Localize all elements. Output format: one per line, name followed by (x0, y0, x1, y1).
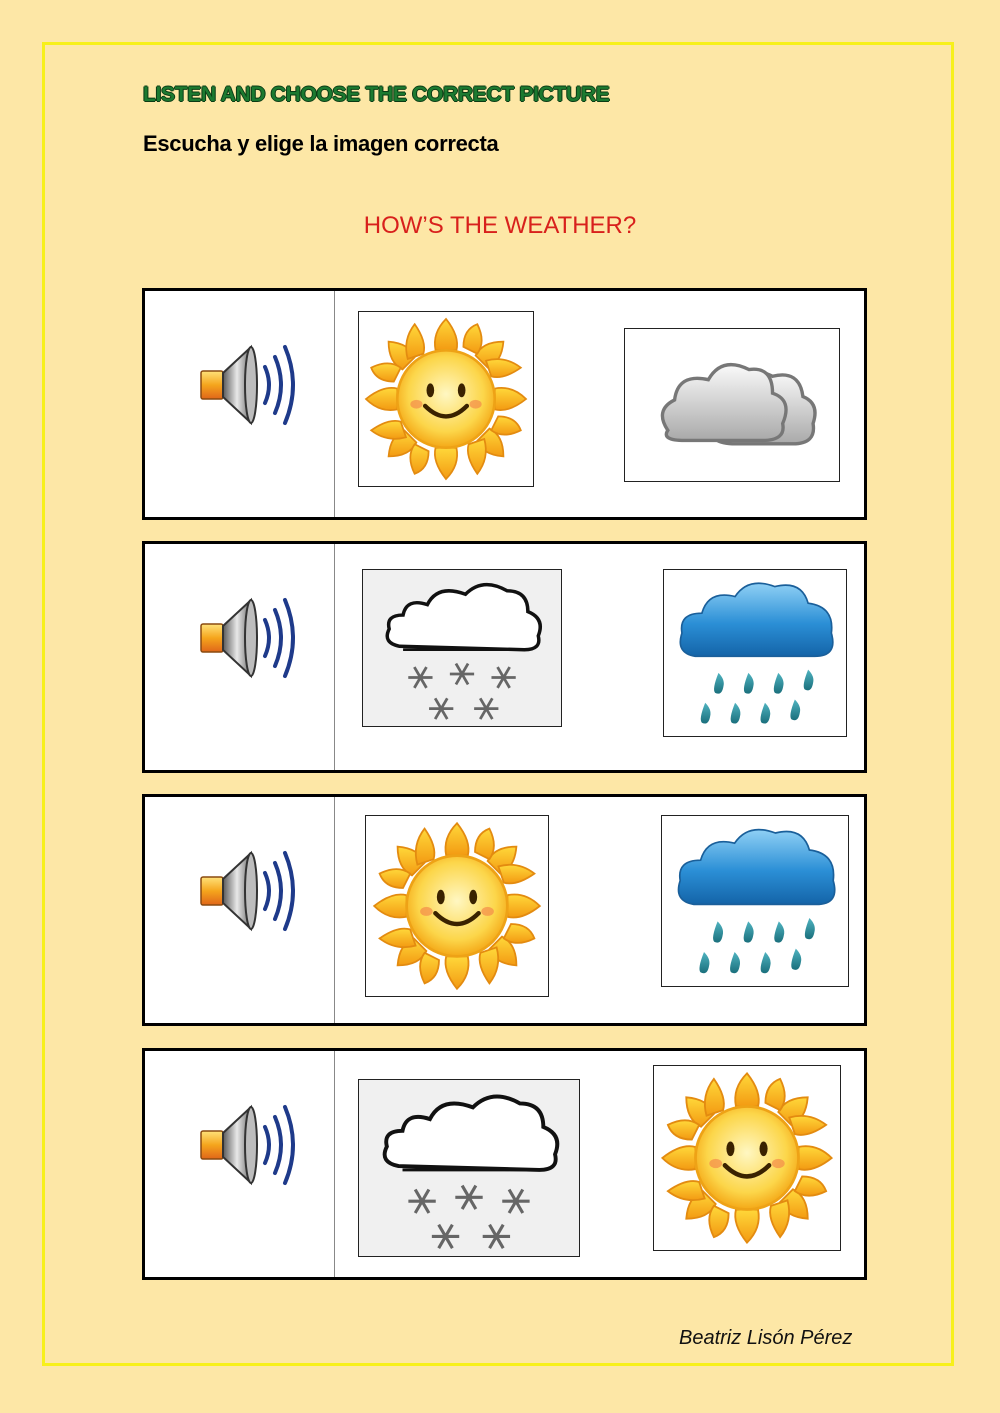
question-row-1 (142, 288, 867, 520)
instruction-title-spanish: Escucha y elige la imagen correcta (143, 131, 499, 156)
option-sunny[interactable] (358, 311, 534, 487)
instruction-title-english: LISTEN AND CHOOSE THE CORRECT PICTURE (143, 83, 610, 106)
sun-icon (359, 312, 533, 486)
author-credit: Beatriz Lisón Pérez (679, 1327, 853, 1349)
row-divider (334, 544, 335, 770)
question-row-4 (142, 1048, 867, 1280)
speaker-icon[interactable] (195, 1095, 305, 1195)
question-row-3 (142, 794, 867, 1026)
option-rainy[interactable] (661, 815, 849, 987)
row-divider (334, 291, 335, 517)
option-cloudy[interactable] (624, 328, 840, 482)
option-sunny[interactable] (653, 1065, 841, 1251)
row-divider (334, 1051, 335, 1277)
page-heading: HOW’S THE WEATHER? (363, 212, 637, 239)
snow-cloud-icon (359, 1080, 579, 1256)
speaker-icon[interactable] (195, 335, 305, 435)
option-rainy[interactable] (663, 569, 847, 737)
sun-icon (366, 816, 548, 996)
snow-cloud-icon (363, 570, 561, 726)
rain-cloud-icon (664, 570, 846, 736)
rain-cloud-icon (662, 816, 848, 986)
row-divider (334, 797, 335, 1023)
speaker-icon[interactable] (195, 841, 305, 941)
option-snowy[interactable] (358, 1079, 580, 1257)
question-row-2 (142, 541, 867, 773)
clouds-icon (625, 329, 839, 481)
sun-icon (654, 1066, 840, 1250)
speaker-icon[interactable] (195, 588, 305, 688)
option-snowy[interactable] (362, 569, 562, 727)
option-sunny[interactable] (365, 815, 549, 997)
